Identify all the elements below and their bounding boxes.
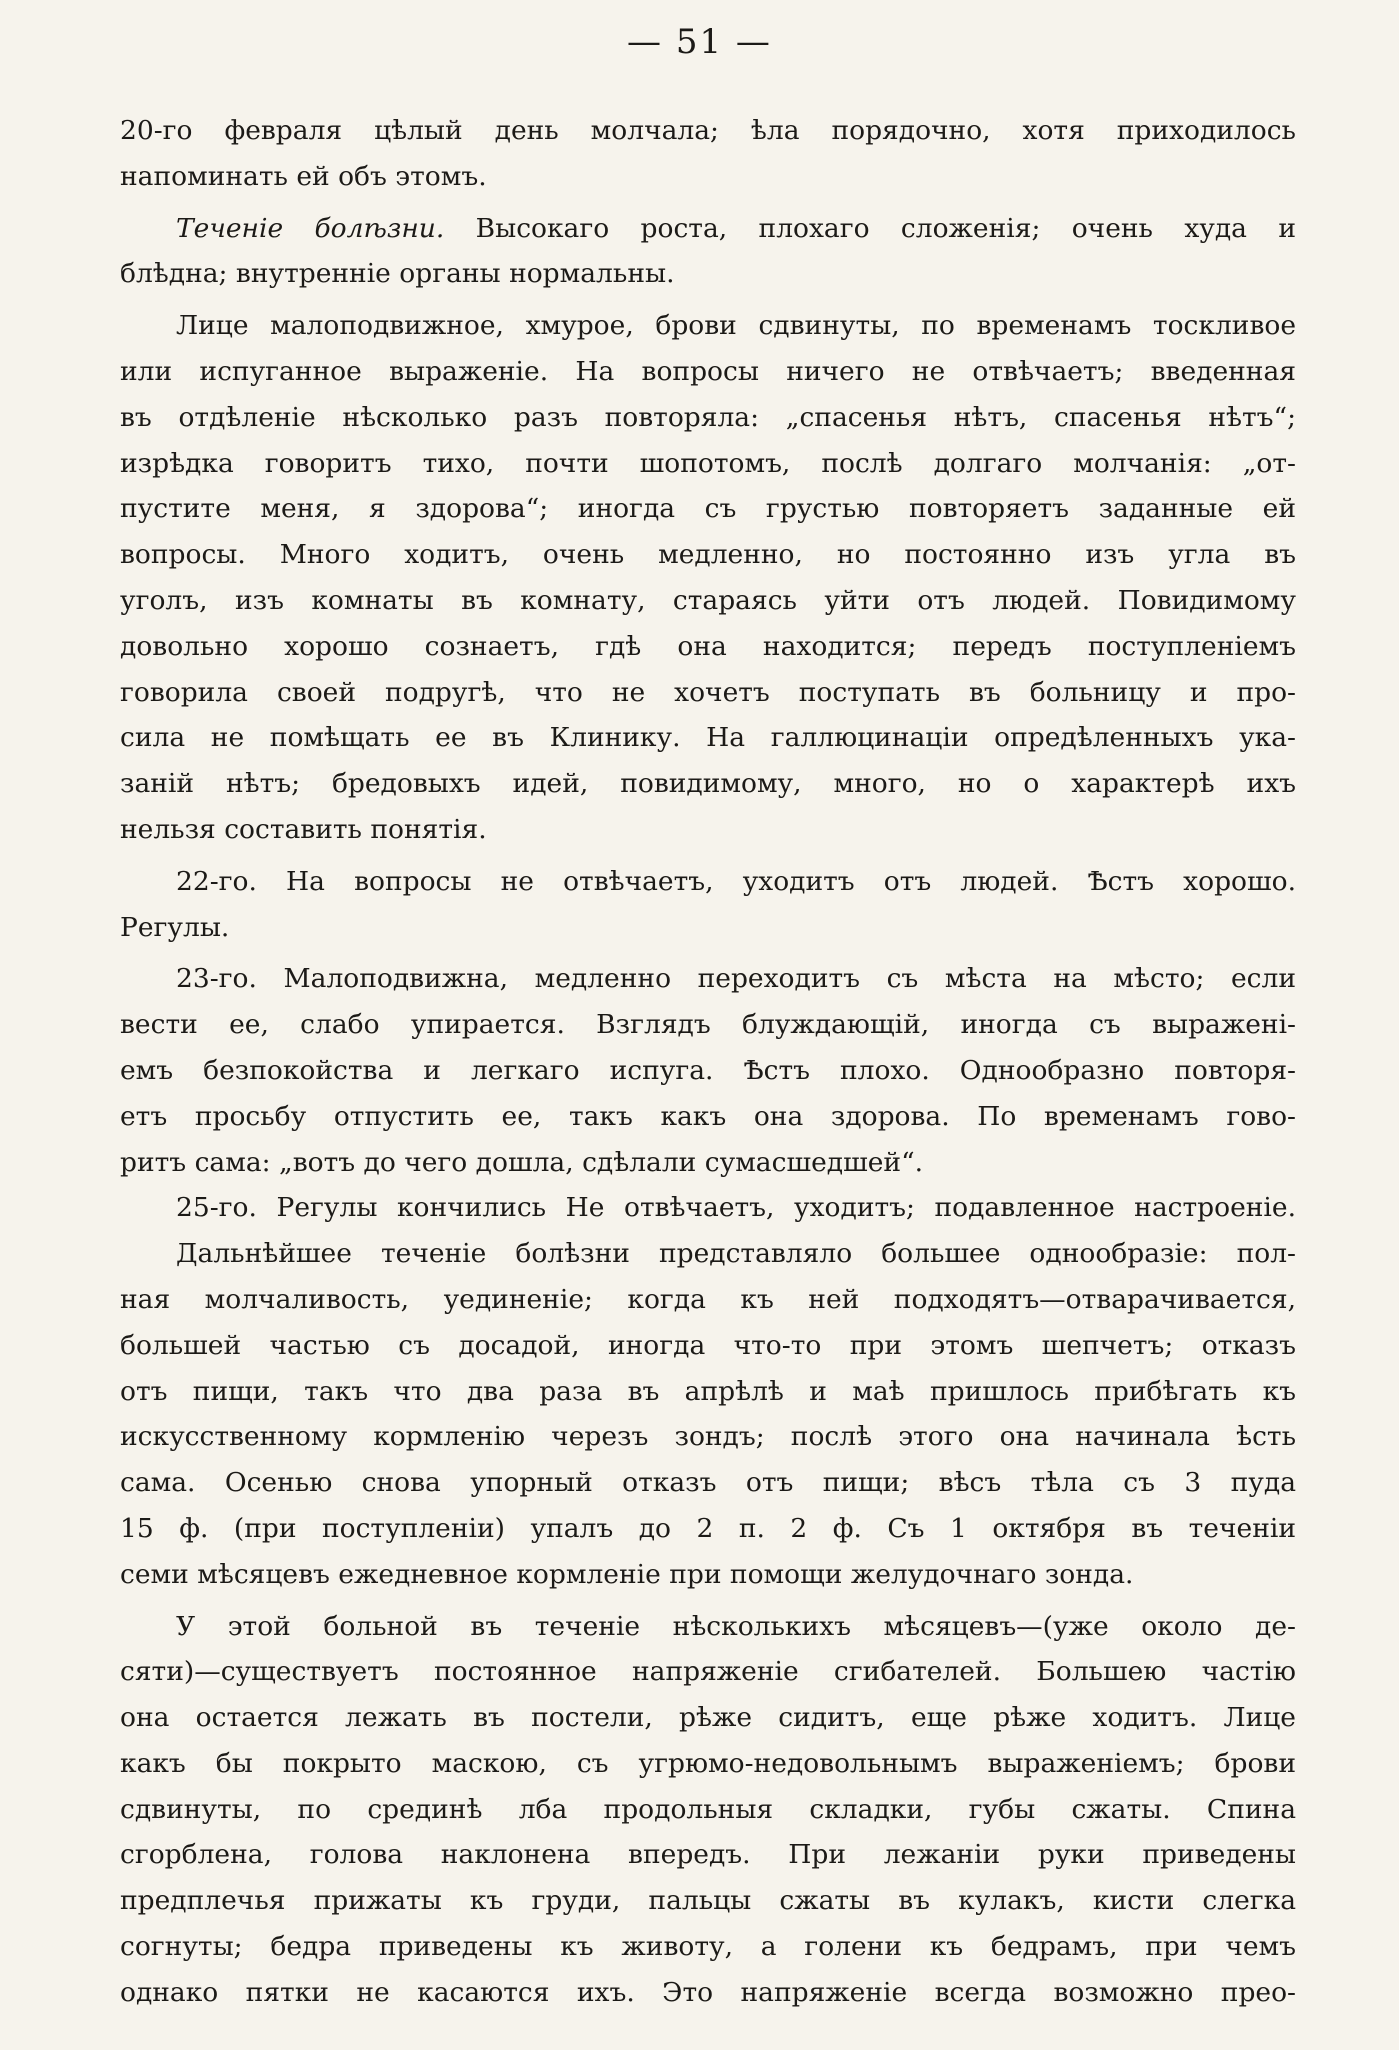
text-line (120, 807, 1296, 853)
line-text: етъ просьбу отпустить ее, такъ какъ она здорова. По временамъ гово- (120, 1100, 1296, 1132)
text-line (120, 1878, 1296, 1924)
line-text: вести ее, слабо упирается. Взглядъ блуждающій, иногда съ выраженi- (120, 1009, 1296, 1041)
line-text: Лице малоподвижное, хмурое, брови сдвинуты, по временамъ тоскливое (176, 310, 1296, 342)
text-line (120, 1414, 1296, 1460)
text-line (120, 1048, 1296, 1094)
text-line (120, 349, 1296, 395)
text-line (120, 1695, 1296, 1741)
text-line (120, 1094, 1296, 1140)
text-line (120, 956, 1296, 1002)
page-number: — 51 — (627, 22, 772, 62)
text-line (120, 1970, 1296, 2016)
text-line (120, 1552, 1296, 1598)
text-line (120, 578, 1296, 624)
line-text: Дальнѣйшее теченіе болѣзни представляло большее однообразіе: пол- (176, 1238, 1296, 1270)
text-line (120, 154, 1296, 200)
body-text (120, 108, 1296, 2016)
line-text: нельзя составить понятія. (120, 813, 487, 845)
text-line (120, 715, 1296, 761)
line-text: 23-го. Малоподвижна, медленно переходитъ съ мѣста на мѣсто; если (176, 963, 1296, 995)
line-text: довольно хорошо сознаетъ, гдѣ она находится; передъ поступленіемъ (120, 630, 1296, 662)
text-line (120, 1369, 1296, 1415)
text-line (120, 1231, 1296, 1277)
line-text: пустите меня, я здорова“; иногда съ грустью повторяетъ заданные ей (120, 493, 1296, 525)
line-text: въ отдѣленіе нѣсколько разъ повторяла: „спасенья нѣтъ, спасенья нѣтъ“; (120, 401, 1296, 433)
line-text: говорила своей подругѣ, что не хочетъ поступать въ больницу и про- (120, 676, 1296, 708)
line-text: она остается лежать въ постели, рѣже сидитъ, еще рѣже ходитъ. Лице (120, 1702, 1296, 1734)
line-text: отъ пищи, такъ что два раза въ апрѣлѣ и маѣ пришлось прибѣгать къ (120, 1375, 1296, 1407)
text-line (120, 532, 1296, 578)
text-line (120, 1604, 1296, 1650)
line-text: сама. Осенью снова упорный отказъ отъ пищи; вѣсъ тѣла съ 3 пуда (120, 1467, 1296, 1499)
text-line (120, 441, 1296, 487)
text-line (120, 761, 1296, 807)
line-text: Высокаго роста, плохаго сложенія; очень худа и (444, 212, 1296, 244)
line-text: сгорблена, голова наклонена впередъ. При лежаніи руки приведены (120, 1839, 1296, 1871)
text-line (120, 1323, 1296, 1369)
line-text: искусственному кормленію черезъ зондъ; послѣ этого она начинала ѣсть (120, 1421, 1296, 1453)
text-line (120, 1924, 1296, 1970)
line-text: предплечья прижаты къ груди, пальцы сжаты въ кулакъ, кисти слегка (120, 1885, 1296, 1917)
line-text: однако пятки не касаются ихъ. Это напряженіе всегда возможно прео- (120, 1976, 1296, 2008)
text-line (120, 251, 1296, 297)
text-line (120, 1649, 1296, 1695)
line-text: блѣдна; внутренніе органы нормальны. (120, 258, 675, 290)
line-text: ритъ сама: „вотъ до чего дошла, сдѣлали сумасшедшей“. (120, 1146, 924, 1178)
text-line (120, 1277, 1296, 1323)
line-text: или испуганное выраженіе. На вопросы ничего не отвѣчаетъ; введенная (120, 355, 1296, 387)
text-line (120, 395, 1296, 441)
line-text: напоминать ей объ этомъ. (120, 160, 487, 192)
line-text: семи мѣсяцевъ ежедневное кормленіе при помощи желудочнаго зонда. (120, 1558, 1134, 1590)
text-line (120, 1506, 1296, 1552)
line-text: Регулы. (120, 911, 230, 943)
text-line (120, 624, 1296, 670)
line-text: сяти)—существуетъ постоянное напряженіе сгибателей. Большею частію (120, 1656, 1296, 1688)
text-line (120, 486, 1296, 532)
line-text: 25-го. Регулы кончились Не отвѣчаетъ, уходитъ; подавленное настроеніе. (176, 1192, 1296, 1224)
line-text: заній нѣтъ; бредовыхъ идей, повидимому, много, но о характерѣ ихъ (120, 768, 1296, 800)
line-text: У этой больной въ теченіе нѣсколькихъ мѣсяцевъ—(уже около де- (176, 1610, 1296, 1642)
text-line (120, 1832, 1296, 1878)
text-line (120, 1002, 1296, 1048)
line-text: 15 ф. (при поступленіи) упалъ до 2 п. 2 ф. Съ 1 октября въ теченіи (120, 1512, 1296, 1544)
text-line (120, 1185, 1296, 1231)
line-text: сдвинуты, по срединѣ лба продольныя складки, губы сжаты. Спина (120, 1793, 1296, 1825)
line-text: большей частью съ досадой, иногда что-то при этомъ шепчетъ; отказъ (120, 1329, 1296, 1361)
line-text: какъ бы покрыто маскою, съ угрюмо-недовольнымъ выраженіемъ; брови (120, 1747, 1296, 1779)
text-line (120, 1140, 1296, 1186)
text-line (120, 206, 1296, 252)
text-line (120, 1460, 1296, 1506)
line-text: уголъ, изъ комнаты въ комнату, стараясь уйти отъ людей. Повидимому (120, 584, 1296, 616)
section-heading-italic: Теченіе болѣзни. (176, 212, 445, 244)
line-text: 22-го. На вопросы не отвѣчаетъ, уходитъ отъ людей. Ѣстъ хорошо. (176, 865, 1296, 897)
line-text: согнуты; бедра приведены къ животу, а голени къ бедрамъ, при чемъ (120, 1931, 1296, 1963)
text-line (120, 303, 1296, 349)
text-line (120, 108, 1296, 154)
line-text: сила не помѣщать ее въ Клинику. На галлюцинаціи опредѣленныхъ ука- (120, 722, 1296, 754)
text-line (120, 1787, 1296, 1833)
text-line (120, 670, 1296, 716)
text-line (120, 905, 1296, 951)
line-text: ная молчаливость, уединеніе; когда къ ней подходятъ—отварачивается, (120, 1283, 1296, 1315)
line-text: 20-го февраля цѣлый день молчала; ѣла порядочно, хотя приходилось (120, 115, 1296, 146)
line-text: изрѣдка говоритъ тихо, почти шопотомъ, послѣ долгаго молчанія: „от- (120, 447, 1296, 479)
text-line (120, 1741, 1296, 1787)
text-line (120, 859, 1296, 905)
line-text: вопросы. Много ходитъ, очень медленно, но постоянно изъ угла въ (120, 539, 1296, 571)
line-text: емъ безпокойства и легкаго испуга. Ѣстъ плохо. Однообразно повторя- (120, 1054, 1296, 1086)
